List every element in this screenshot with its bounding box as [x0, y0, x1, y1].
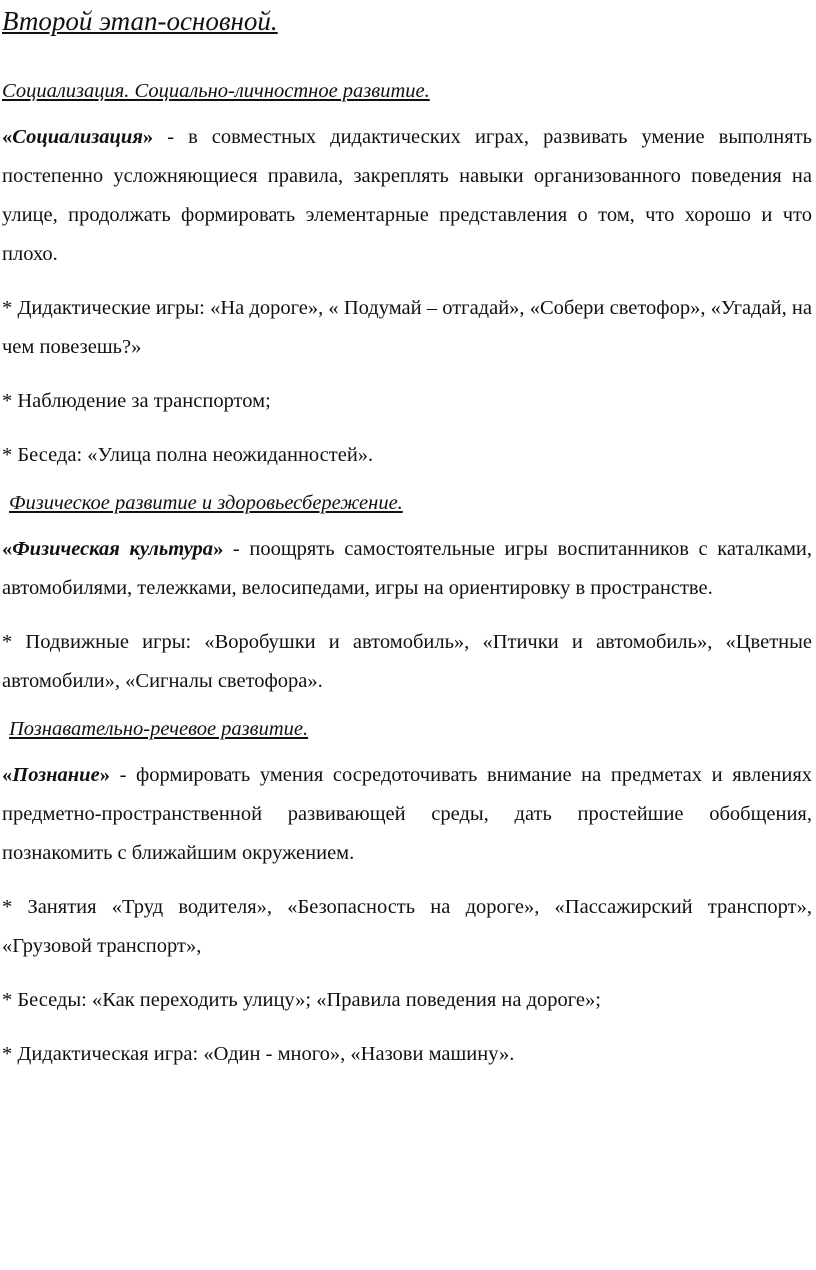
section-lead-term: Познание — [12, 764, 100, 786]
section-lead-text: - в совместных дидактических играх, развивать умение выполнять постепенно усложняющиеся правила, закреплять навыки организованного поведения на улице, продолжать формировать элементарные представления о том, что хорошо и что плохо. — [2, 126, 812, 265]
list-item: * Подвижные игры: «Воробушки и автомобиль», «Птички и автомобиль», «Цветные автомобили», «Сигналы светофора». — [2, 631, 812, 692]
document-title: Второй этап-основной. — [2, 6, 278, 36]
section-intro-socialization: «Социализация» - в совместных дидактических играх, развивать умение выполнять постепенно усложняющиеся правила, закреплять навыки организованного поведения на улице, продолжать формировать элементарные представления о том, что хорошо и что плохо. — [2, 126, 812, 265]
list-item: * Дидактические игры: «На дороге», « Подумай – отгадай», «Собери светофор», «Угадай, на чем повезешь?» — [2, 297, 812, 358]
list-item: * Беседы: «Как переходить улицу»; «Правила поведения на дороге»; — [2, 989, 601, 1011]
section-lead-text: - формировать умения сосредоточивать внимание на предметах и явлениях предметно-пространственной развивающей среды, дать простейшие обобщения, познакомить с ближайшим окружением. — [2, 764, 812, 864]
list-item: * Занятия «Труд водителя», «Безопасность на дороге», «Пассажирский транспорт», «Грузовой транспорт», — [2, 896, 812, 957]
list-item: * Дидактическая игра: «Один - много», «Назови машину». — [2, 1043, 515, 1065]
section-heading-physical: Физическое развитие и здоровьесбережение. — [9, 492, 403, 514]
section-lead-term: Физическая культура — [12, 538, 214, 560]
list-item: * Беседа: «Улица полна неожиданностей». — [2, 444, 374, 466]
section-intro-physical: «Физическая культура» - поощрять самостоятельные игры воспитанников с каталками, автомобилями, тележками, велосипедами, игры на ориентировку в пространстве. — [2, 538, 813, 599]
section-heading-socialization: Социализация. Социально-личностное развитие. — [2, 80, 430, 102]
section-lead-term: Социализация — [12, 126, 143, 148]
section-intro-cognitive: «Познание» - формировать умения сосредоточивать внимание на предметах и явлениях предметно-пространственной развивающей среды, дать простейшие обобщения, познакомить с ближайшим окружением. — [2, 764, 812, 864]
list-item: * Наблюдение за транспортом; — [2, 390, 271, 412]
section-heading-cognitive: Познавательно-речевое развитие. — [9, 718, 309, 740]
section-lead-text: - поощрять самостоятельные игры воспитанников с каталками, автомобилями, тележками, велосипедами, игры на ориентировку в пространстве. — [2, 538, 813, 599]
